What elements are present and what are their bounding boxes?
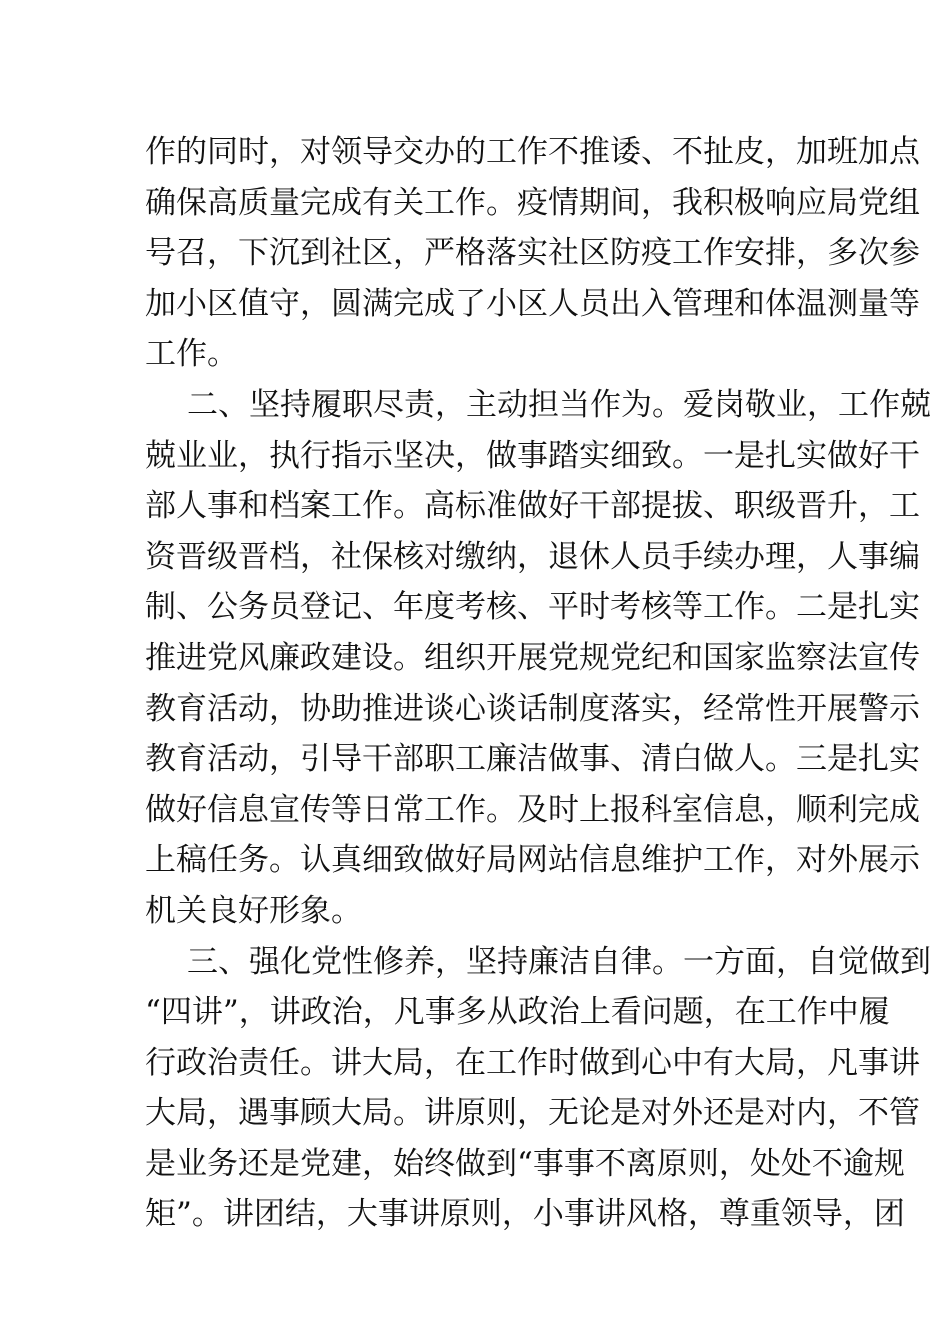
text-line-15: 上稿任务。认真细致做好局网站信息维护工作，对外展示: [145, 842, 920, 879]
text-line-16: 机关良好形象。: [145, 892, 362, 929]
text-line-20: 大局，遇事顾大局。讲原则，无论是对外还是对内，不管: [145, 1095, 920, 1132]
text-line-21: 是业务还是党建，始终做到“事事不离原则，处处不逾规: [145, 1145, 905, 1182]
text-line-14: 做好信息宣传等日常工作。及时上报科室信息，顺利完成: [145, 791, 920, 828]
text-line-13: 教育活动，引导干部职工廉洁做事、清白做人。三是扎实: [145, 741, 920, 778]
text-line-4: 加小区值守，圆满完成了小区人员出入管理和体温测量等: [145, 285, 920, 322]
text-line-1: 作的同时，对领导交办的工作不推诿、不扯皮，加班加点: [145, 134, 920, 170]
section-2-heading-line: 二、坚持履职尽责，主动担当作为。爱岗敬业，工作兢: [187, 386, 931, 423]
text-line-10: 制、公务员登记、年度考核、平时考核等工作。二是扎实: [145, 589, 920, 626]
text-line-18: “四讲”，讲政治，凡事多从政治上看问题，在工作中履: [145, 994, 890, 1031]
section-3-heading-line: 三、强化党性修养，坚持廉洁自律。一方面，自觉做到: [187, 943, 931, 980]
text-line-12: 教育活动，协助推进谈心谈话制度落实，经常性开展警示: [145, 690, 920, 727]
text-line-19: 行政治责任。讲大局，在工作时做到心中有大局，凡事讲: [145, 1044, 920, 1081]
text-line-8: 部人事和档案工作。高标准做好干部提拔、职级晋升，工: [145, 488, 920, 525]
text-line-3: 号召，下沉到社区，严格落实社区防疫工作安排，多次参: [145, 235, 920, 272]
text-line-2: 确保高质量完成有关工作。疫情期间，我积极响应局党组: [145, 184, 920, 221]
text-line-9: 资晋级晋档，社保核对缴纳，退休人员手续办理，人事编: [145, 538, 920, 575]
text-line-11: 推进党风廉政建设。组织开展党规党纪和国家监察法宣传: [145, 639, 920, 676]
text-line-7: 兢业业，执行指示坚决，做事踏实细致。一是扎实做好干: [145, 437, 920, 474]
text-line-22: 矩”。讲团结，大事讲原则，小事讲风格，尊重领导，团: [145, 1196, 905, 1233]
body-text: [145, 127, 931, 1240]
text-line-5: 工作。: [145, 336, 238, 373]
